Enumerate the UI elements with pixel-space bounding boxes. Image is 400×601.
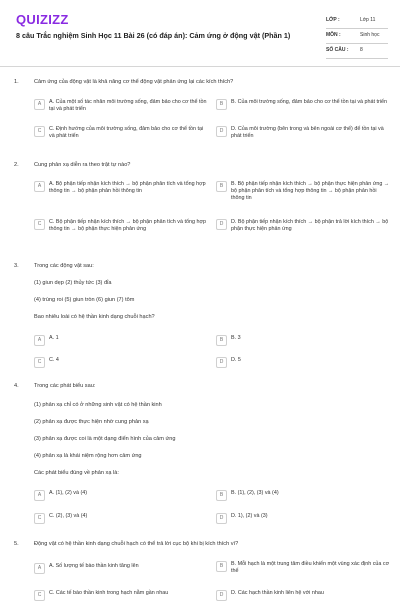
page-header — [0, 0, 400, 66]
option-text: C. Bộ phận tiếp nhận kích thích → bộ phận phân tích và tổng hợp thông tin → bộ phận thực hiện phản ứng — [49, 219, 206, 232]
question-text: Động vật có hệ thần kinh dạng chuỗi hạch có thể trả lời cục bộ khi bị kích thích vì? — [34, 541, 239, 547]
question-line: Các phát biểu đúng về phản xạ là: — [34, 470, 119, 476]
question-line: Bao nhiêu loài có hệ thần kinh dạng chuỗi hạch? — [34, 314, 155, 320]
option-text: A. (1), (2) và (4) — [49, 490, 88, 496]
question-number: 2. — [14, 162, 19, 168]
option-text: D. 1), (2) và (3) — [231, 513, 268, 519]
question-line: (2) phản xạ được thực hiện nhờ cung phản xạ — [34, 419, 149, 425]
option-text: B. Mỗi hạch là một trung tâm điều khiển một vùng xác định của cơ thể — [231, 561, 390, 574]
option-letter: B — [216, 561, 227, 572]
option-letter: C — [34, 590, 45, 601]
option-text: A. Bộ phận tiếp nhận kích thích → bộ phận phân tích và tổng hợp thông tin → bộ phận phản hồi thông tin — [49, 181, 206, 194]
question-line: (4) phản xạ là khái niệm rộng hơn cảm ứng — [34, 453, 142, 459]
option-letter: B — [216, 99, 227, 110]
option-text: C. Định hướng của môi trường sống, đảm bảo cho cơ thể tồn tại và phát triển — [49, 126, 204, 139]
option-letter: D — [216, 590, 227, 601]
meta-key: MÔN : — [326, 32, 341, 38]
question-number: 1. — [14, 79, 19, 85]
meta-key: LỚP : — [326, 17, 340, 23]
meta-key: SỐ CÂU : — [326, 47, 349, 53]
option-letter: D — [216, 357, 227, 368]
option-text: D. Các hạch thần kinh liên hệ với nhau — [231, 590, 324, 596]
option-letter: D — [216, 126, 227, 137]
option-text: D. Của môi trường (bên trong và bên ngoài cơ thể) để tồn tại và phát triển — [231, 126, 384, 139]
option-text: B. 3 — [231, 335, 241, 341]
option-letter: B — [216, 490, 227, 501]
question-text: Trong các phát biểu sau: — [34, 383, 96, 389]
meta-class — [326, 14, 388, 29]
option-text: A. Của một số tác nhân môi trường sống, đảm bảo cho cơ thể tồn tại và phát triển — [49, 99, 207, 112]
option-text: C. 4 — [49, 357, 59, 363]
question-line: (3) phản xạ được coi là một dạng điển hình của cảm ứng — [34, 436, 176, 442]
header-divider — [0, 66, 400, 67]
option-letter: A — [34, 490, 45, 501]
option-letter: B — [216, 181, 227, 192]
option-letter: D — [216, 219, 227, 230]
option-letter: C — [34, 357, 45, 368]
page-title: 8 câu Trắc nghiệm Sinh Học 11 Bài 26 (có đáp án): Cảm ứng ở động vật (Phần 1) — [16, 31, 291, 40]
question-text: Trong các động vật sau: — [34, 263, 94, 269]
meta-value: Lớp 11 — [360, 17, 376, 23]
option-text: B. Của môi trường sống, đảm bảo cho cơ thể tồn tại và phát triển — [231, 99, 388, 105]
question-number: 3. — [14, 263, 19, 269]
meta-value: 8 — [360, 47, 363, 53]
meta-count — [326, 44, 388, 59]
option-text: D. Bộ phận tiếp nhận kích thích → bộ phận trả lời kích thích → bộ phận thực hiện phản ứng — [231, 219, 389, 232]
option-letter: C — [34, 126, 45, 137]
option-text: A. Số lượng tế bào thần kinh tăng lên — [49, 563, 139, 569]
option-text: C. Các tế bào thần kinh trong hạch nằm gần nhau — [49, 590, 169, 596]
option-text: B. (1), (2), (3) và (4) — [231, 490, 279, 496]
option-letter: A — [34, 181, 45, 192]
option-text: D. 5 — [231, 357, 241, 363]
option-letter: B — [216, 335, 227, 346]
option-letter: A — [34, 335, 45, 346]
meta-value: Sinh học — [360, 32, 380, 38]
quizizz-logo: QUIZIZZ — [16, 12, 69, 27]
option-letter: A — [34, 563, 45, 574]
option-text: A. 1 — [49, 335, 59, 341]
option-text: C. (2), (3) và (4) — [49, 513, 88, 519]
question-line: (1) giun dẹp (2) thủy tức (3) đỉa — [34, 280, 112, 286]
question-number: 4. — [14, 383, 19, 389]
question-text: Cảm ứng của động vật là khả năng cơ thể động vật phản ứng lại các kích thích? — [34, 79, 234, 85]
option-letter: C — [34, 219, 45, 230]
question-line: (1) phản xạ chỉ có ở những sinh vật có hệ thần kinh — [34, 402, 162, 408]
option-letter: A — [34, 99, 45, 110]
option-letter: D — [216, 513, 227, 524]
option-letter: C — [34, 513, 45, 524]
question-number: 5. — [14, 541, 19, 547]
meta-subject — [326, 29, 388, 44]
question-text: Cung phản xạ diễn ra theo trật tự nào? — [34, 162, 131, 168]
question-line: (4) trùng roi (5) giun tròn (6) giun (7) tôm — [34, 297, 135, 303]
option-text: B. Bộ phận tiếp nhận kích thích → bộ phận thực hiện phản ứng → bộ phận phân tích và tổng hợp thông tin → bộ phận phản hồi thông tin — [231, 181, 390, 201]
